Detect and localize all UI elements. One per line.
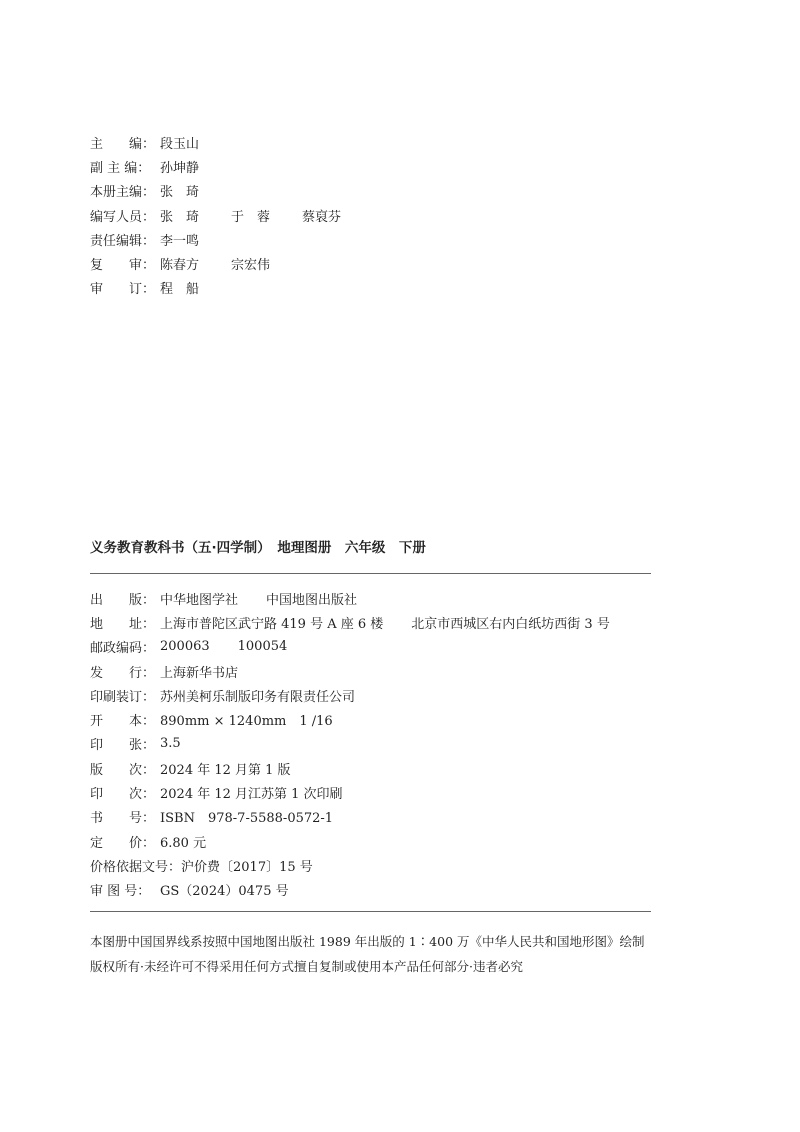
pub-value: ISBN 978-7-5588-0572-1: [160, 811, 334, 827]
credit-row-reviewers: [90, 251, 373, 275]
credit-name: 张 琦: [160, 209, 200, 225]
credit-label: 副 主 编：: [90, 160, 151, 176]
pub-value: 沪价费〔2017〕15 号: [181, 859, 313, 875]
credit-name: 宗宏伟: [231, 258, 271, 274]
pub-row-publisher: [90, 586, 638, 610]
copyright-note: 版权所有·未经许可不得采用任何方式擅自复制或使用本产品任何部分·违者必究: [90, 958, 523, 974]
pub-label: 发 行：: [90, 665, 156, 681]
credit-name: 蔡裒芬: [302, 209, 342, 225]
pub-value: 中国地图出版社: [266, 592, 358, 608]
pub-label: 书 号：: [90, 811, 156, 827]
pub-row-edition: [90, 756, 638, 780]
credit-row-chief-editor: [90, 130, 373, 154]
pub-value: 中华地图学社: [160, 592, 239, 608]
book-title: 义务教育教科书（五·四学制） 地理图册 六年级 下册: [90, 540, 426, 556]
credit-name: 张 琦: [160, 185, 200, 201]
credit-name: 陈春方: [160, 258, 200, 274]
pub-row-printer: [90, 683, 638, 707]
pub-value: 上海新华书店: [160, 665, 239, 681]
pub-row-price-basis: [90, 853, 638, 877]
pub-label: 出 版：: [90, 592, 156, 608]
divider-bottom: [90, 911, 651, 912]
pub-value: 6.80 元: [160, 835, 207, 851]
credit-label: 本册主编：: [90, 185, 156, 201]
credit-label: 责任编辑：: [90, 233, 156, 249]
pub-label: 印 张：: [90, 738, 156, 754]
pub-value: 890mm × 1240mm 1 /16: [160, 714, 333, 730]
pub-value: 上海市普陀区武宁路 419 号 A 座 6 楼: [160, 616, 384, 632]
pub-label: 邮政编码：: [90, 641, 156, 657]
credit-label: 复 审：: [90, 258, 156, 274]
boundary-note: 本图册中国国界线系按照中国地图出版社 1989 年出版的 1∶400 万《中华人民共和国地形图》绘制: [90, 933, 645, 949]
credit-label: 编写人员：: [90, 209, 156, 225]
copyright-notes: [90, 928, 645, 978]
pub-row-printing: [90, 780, 638, 804]
credit-name: 于 蓉: [231, 209, 271, 225]
credit-row-responsible-editor: [90, 227, 373, 251]
credit-row-volume-editor: [90, 179, 373, 203]
pub-row-address: [90, 610, 638, 634]
pub-label: 定 价：: [90, 835, 156, 851]
credit-name: 李一鸣: [160, 233, 200, 249]
credit-row-deputy-editor: [90, 154, 373, 178]
pub-label: 印刷装订：: [90, 689, 156, 705]
pub-row-format: [90, 707, 638, 731]
publication-info: [90, 586, 638, 902]
credit-row-revision: [90, 276, 373, 300]
pub-label: 开 本：: [90, 714, 156, 730]
editorial-credits: [90, 130, 373, 300]
pub-label: 印 次：: [90, 787, 156, 803]
pub-row-isbn: [90, 805, 638, 829]
pub-value: 北京市西城区右内白纸坊西街 3 号: [411, 616, 610, 632]
pub-value: 苏州美柯乐制版印务有限责任公司: [160, 689, 356, 705]
credit-label: 审 订：: [90, 282, 156, 298]
pub-value: 3.5: [160, 736, 181, 752]
pub-row-distributor: [90, 659, 638, 683]
pub-row-map-review: [90, 878, 638, 902]
credit-row-writers: [90, 203, 373, 227]
pub-label: 审 图 号：: [90, 884, 151, 900]
credit-name: 段玉山: [160, 136, 200, 152]
credit-name: 孙坤静: [160, 160, 200, 176]
pub-row-sheets: [90, 732, 638, 756]
credit-name: 程 船: [160, 282, 200, 298]
pub-value: 2024 年 12 月江苏第 1 次印刷: [160, 787, 343, 803]
divider-top: [90, 573, 651, 574]
pub-label: 价格依据文号：: [90, 859, 182, 875]
pub-row-postcode: [90, 635, 638, 659]
pub-value: GS（2024）0475 号: [160, 884, 289, 900]
credit-label: 主 编：: [90, 136, 156, 152]
pub-value: 100054: [237, 639, 288, 655]
pub-label: 版 次：: [90, 762, 156, 778]
pub-value: 2024 年 12 月第 1 版: [160, 762, 291, 778]
pub-value: 200063: [160, 639, 210, 655]
pub-label: 地 址：: [90, 616, 156, 632]
pub-row-price: [90, 829, 638, 853]
